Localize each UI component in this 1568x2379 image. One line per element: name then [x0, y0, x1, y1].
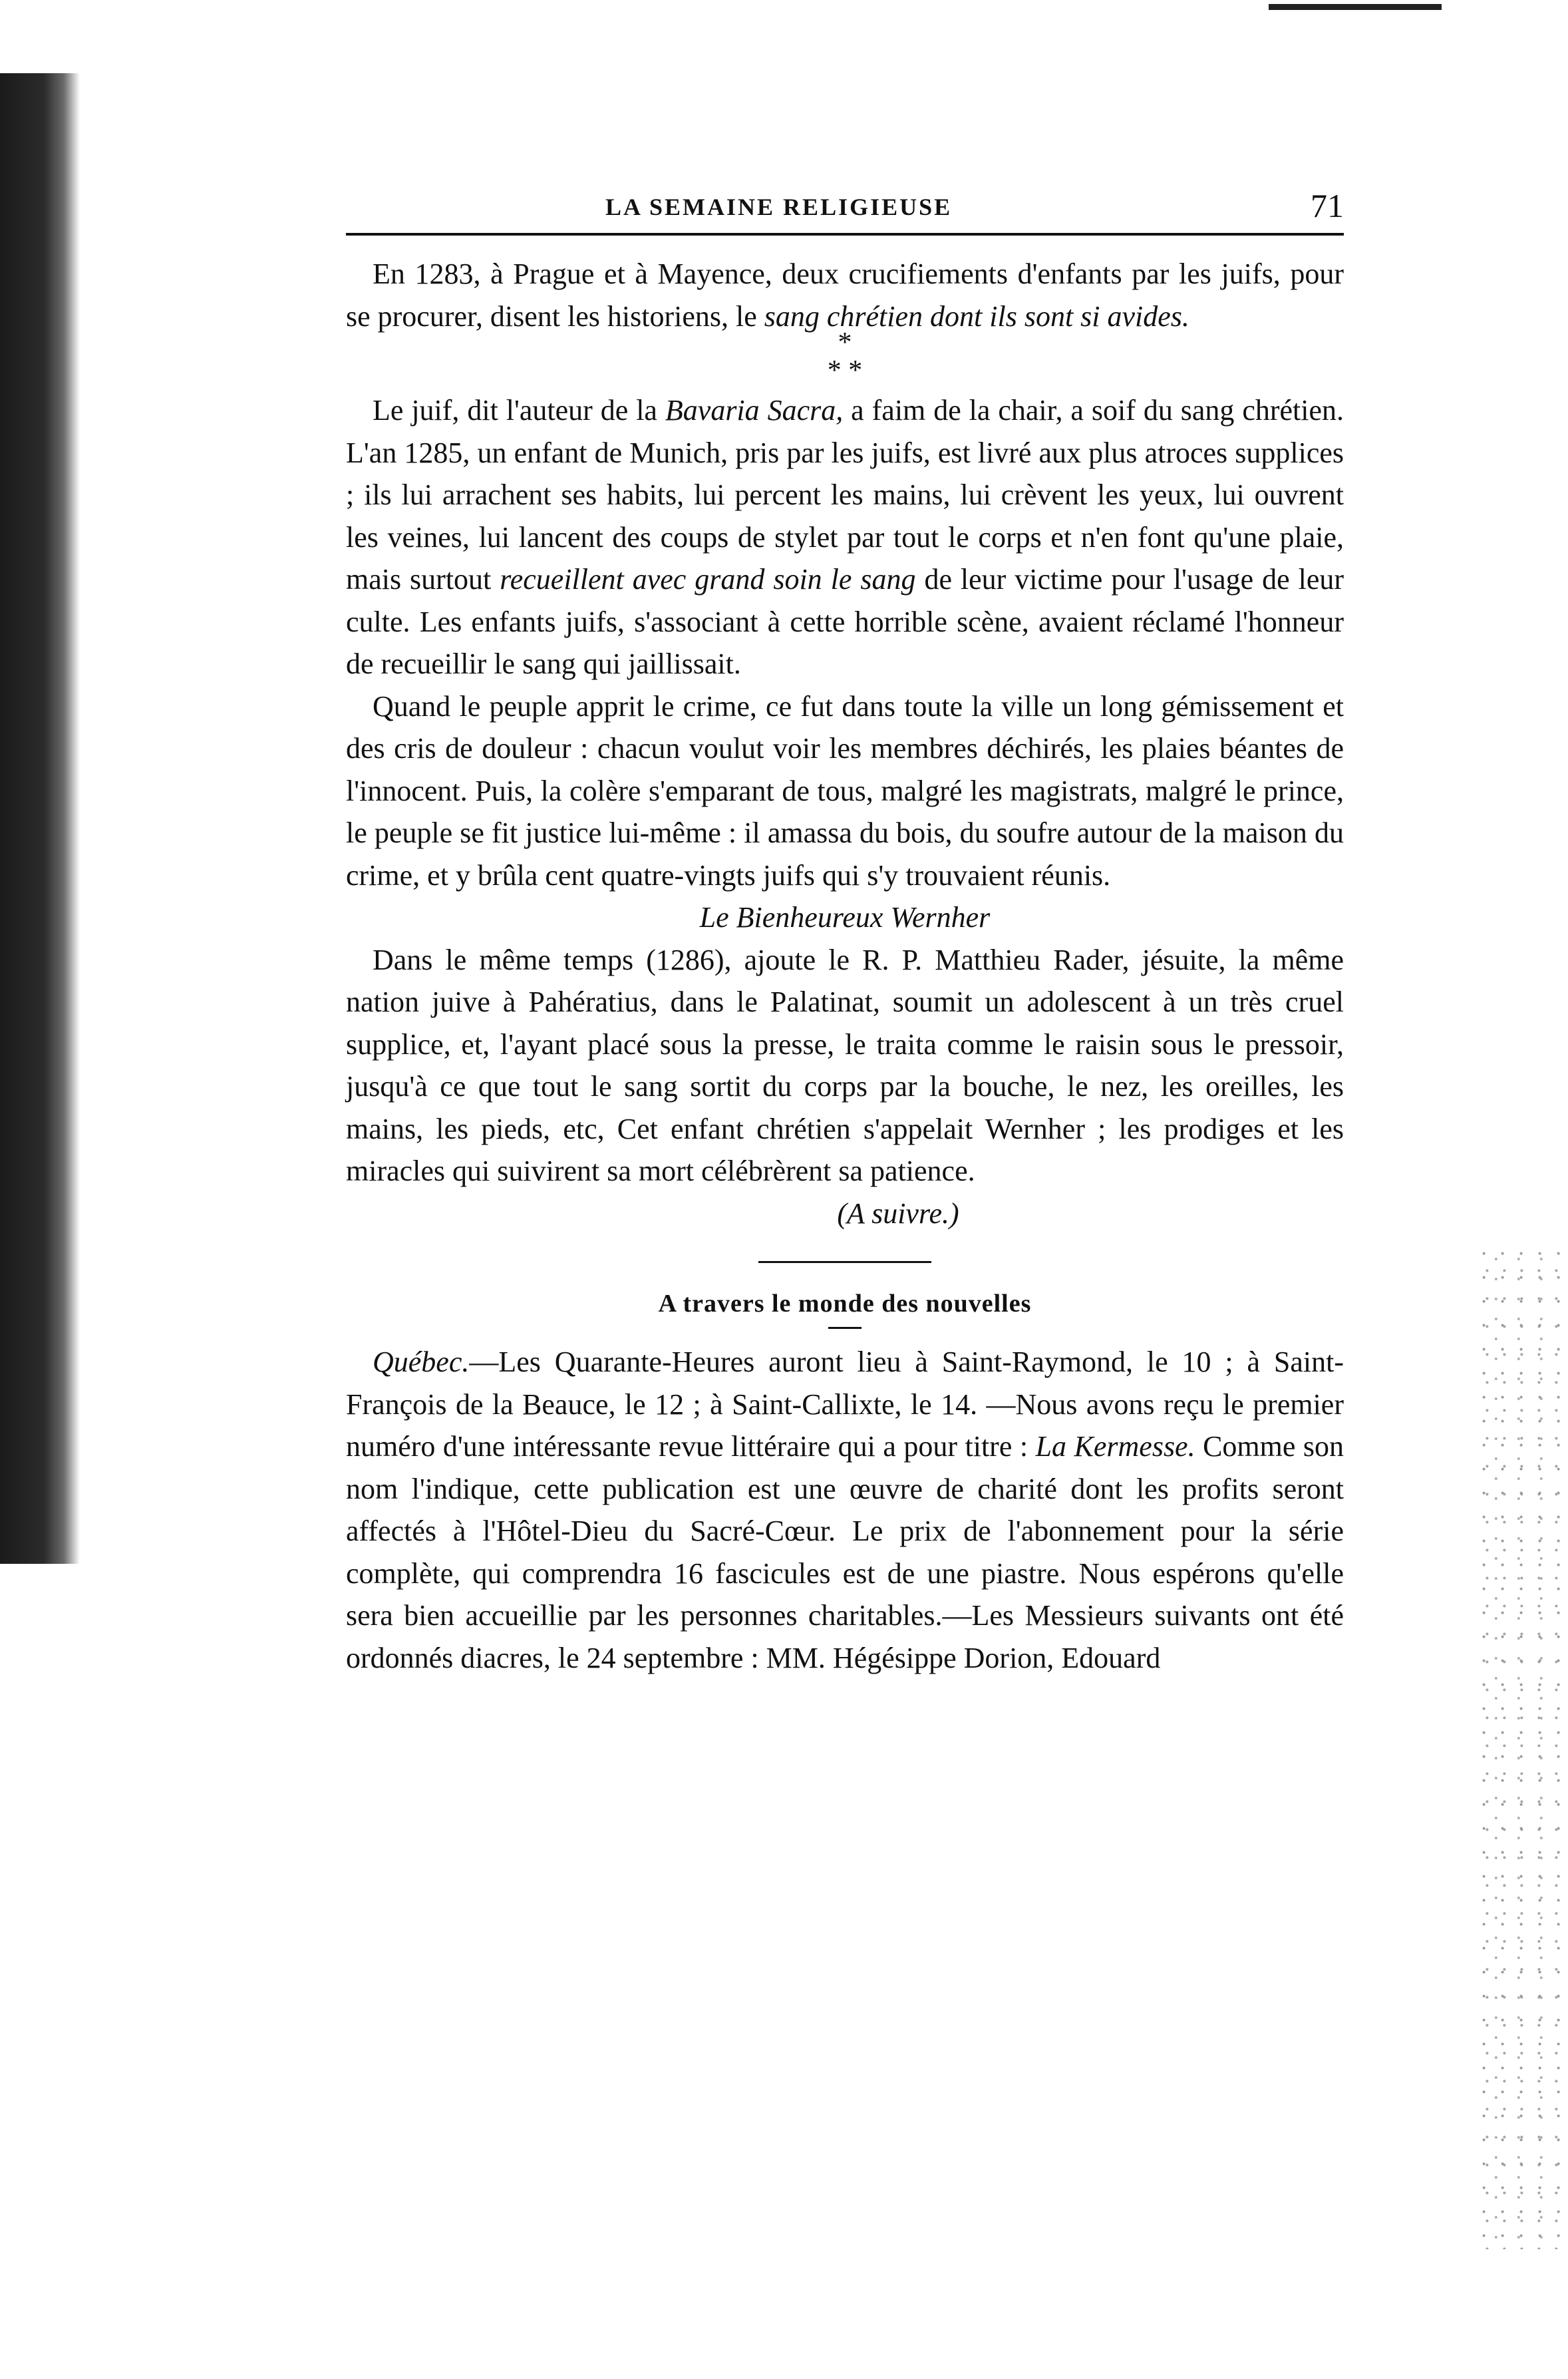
paragraph-punishment: Quand le peuple apprit le crime, ce fut dans toute la ville un long gémissement et des cris de douleur : chacun voulut voir les membres déchirés, les plaies béantes de l'innocent. Puis, la colère s'emparant de tous, malgré les magistrats, malgré le prince, le peuple se fit justice lui-même : il amassa du bois, du soufre autour de la maison du crime, et y brûla cent quatre-vingts juifs qui s'y trouvaient réunis.: [346, 689, 1344, 892]
asterism-top: *: [838, 327, 852, 358]
subheading-wernher: Le Bienheureux Wernher: [699, 901, 991, 934]
book-title: Bavaria Sacra,: [665, 394, 844, 427]
scan-edge-mark: [1269, 4, 1442, 10]
paragraph-text: En 1283, à Prague et à Mayence, deux crucifiements d'enfants par les juifs, pour se procurer, disent les historiens, le: [346, 258, 1344, 333]
running-head: [346, 186, 1344, 226]
paragraph-text: —Les Quarante-Heures auront lieu à Saint-Raymond, le 10 ; à Saint-François de la Beauce, le 12 ; à Saint-Callixte, le 14. —Nous avons reçu le premier numéro d'une intéressante revue littéraire qui a pour titre :: [346, 1346, 1344, 1463]
paragraph-munich: [346, 389, 1344, 685]
page-number: 71: [1311, 187, 1344, 224]
to-be-continued: (A suivre.): [837, 1196, 959, 1230]
paragraph-text: a faim de la chair, a soif du sang chrétien. L'an 1285, un enfant de Munich, pris par les juifs, est livré aux plus atroces supplices ; ils lui arrachent ses habits, lui percent les mains, lui crèvent les yeux, lui ouvrent les veines, lui lancent des coups de stylet par tout le corps et n'en font qu'une plaie, mais surtout: [346, 394, 1344, 596]
paragraph-wernher: Dans le même temps (1286), ajoute le R. P. Matthieu Rader, jésuite, la même nation juive à Pahératius, dans le Palatinat, soumit un adolescent à un très cruel supplice, et, l'ayant placé sous la presse, le traita comme le raisin sous le pressoir, jusqu'à ce que tout le sang sortit du corps par la bouche, le nez, les oreilles, les mains, les pieds, etc, Cet enfant chrétien s'appelait Wernher ; les prodiges et les miracles qui suivirent sa mort célébrèrent sa patience.: [346, 943, 1344, 1187]
paragraph-italic: recueillent avec grand soin le sang: [500, 563, 916, 596]
running-title: LA SEMAINE RELIGIEUSE: [605, 194, 953, 220]
paragraph-italic: sang chrétien dont ils sont si avides.: [764, 299, 1189, 333]
paragraph-text: Le juif, dit l'auteur de la: [373, 394, 665, 427]
header-rule: [346, 233, 1344, 236]
page-body: [346, 186, 1344, 1679]
scan-noise: [1480, 1251, 1560, 2249]
periodical-title: La Kermesse.: [1035, 1430, 1195, 1463]
news-section-title: A travers le monde des nouvelles: [658, 1290, 1032, 1318]
paragraph-quebec: [346, 1341, 1344, 1679]
section-divider: [758, 1261, 931, 1263]
scan-binding-shadow: [0, 73, 80, 1564]
paragraph-prague: [346, 253, 1344, 337]
title-underline: [828, 1327, 862, 1329]
paragraph-text: de leur victime pour l'usage de leur culte. Les enfants juifs, s'associant à cette horrible scène, avaient réclamé l'honneur de recueillir le sang qui jaillissait.: [346, 563, 1344, 680]
place-name: Québec.: [373, 1346, 470, 1378]
paragraph-text: Comme son nom l'indique, cette publication est une œuvre de charité dont les profits seront affectés à l'Hôtel-Dieu du Sacré-Cœur. Le prix de l'abonnement pour la série complète, qui comprendra 16 fascicules est de une piastre. Nous espérons qu'elle sera bien accueillie par les personnes charitables.—Les Messieurs suivants ont été ordonnés diacres, le 24 septembre : MM. Hégésippe Dorion, Edouard: [346, 1430, 1344, 1674]
asterism: [346, 327, 1344, 389]
asterism-bottom: * *: [827, 355, 863, 386]
